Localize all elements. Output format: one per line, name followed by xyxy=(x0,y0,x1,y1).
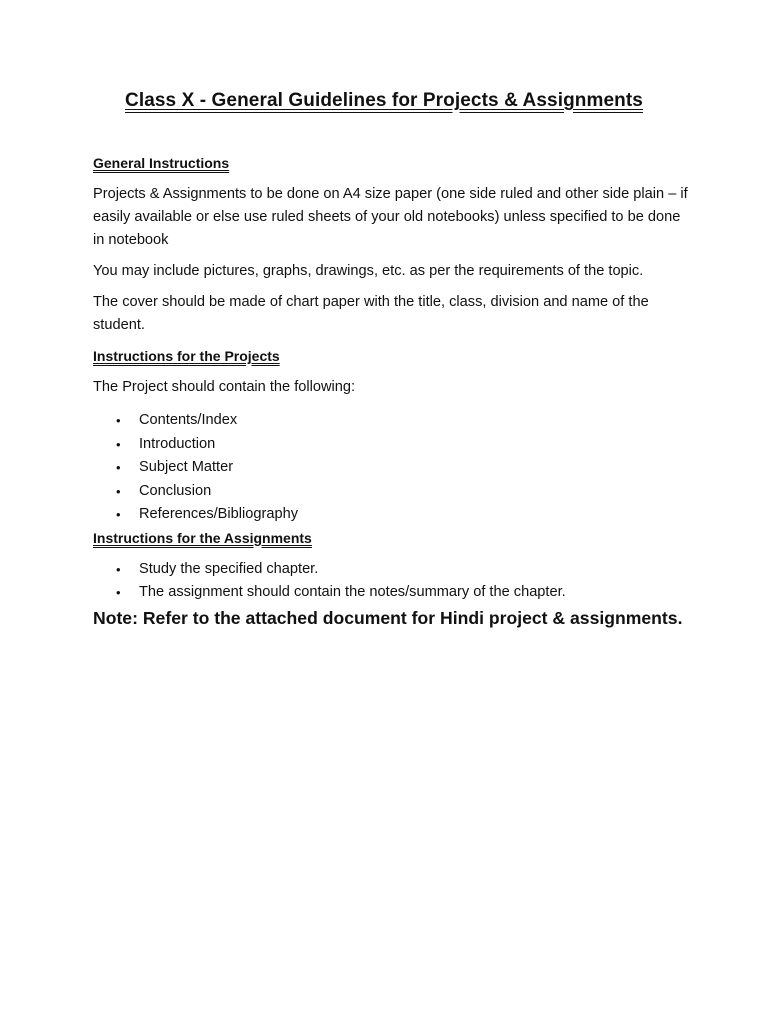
bullet-icon: • xyxy=(116,436,121,452)
bullet-icon: • xyxy=(116,507,121,522)
note-text: Note: Refer to the attached document for Hindi project & assignments. xyxy=(93,607,683,628)
bullet-icon: • xyxy=(116,585,121,600)
general-instructions-heading xyxy=(93,152,693,175)
list-item-text: Subject Matter xyxy=(139,459,234,475)
projects-heading-text: Instructions for the Projects xyxy=(93,348,280,364)
list-item-text: Study the specified chapter. xyxy=(139,560,319,577)
page-title-text: Class X - General Guidelines for Projects & Assignments xyxy=(125,90,643,111)
bullet-icon: • xyxy=(116,483,121,499)
assignments-list xyxy=(93,558,693,605)
list-item xyxy=(93,409,693,433)
list-item xyxy=(93,456,693,480)
bullet-icon: • xyxy=(116,561,121,577)
document-body xyxy=(93,152,693,632)
list-item xyxy=(93,503,693,527)
list-item xyxy=(93,581,693,605)
projects-intro: The Project should contain the following: xyxy=(93,379,356,395)
projects-heading xyxy=(93,345,693,368)
list-item-text: The assignment should contain the notes/summary of the chapter. xyxy=(139,584,566,600)
assignments-heading xyxy=(93,527,693,550)
list-item xyxy=(93,558,693,582)
bullet-icon: • xyxy=(116,413,121,428)
page-title xyxy=(0,88,768,114)
projects-list xyxy=(93,409,693,527)
list-item-text: Conclusion xyxy=(139,482,212,499)
list-item-text: Contents/Index xyxy=(139,412,238,428)
list-item xyxy=(93,480,693,504)
bullet-icon: • xyxy=(116,460,121,475)
general-instructions-heading-text: General Instructions xyxy=(93,155,230,171)
list-item-text: References/Bibliography xyxy=(139,506,298,522)
general-paragraph-3: The cover should be made of chart paper with the title, class, division and name of the student. xyxy=(93,294,649,333)
list-item xyxy=(93,433,693,457)
general-paragraph-1: Projects & Assignments to be done on A4 size paper (one side ruled and other side plain – if easily available or else use ruled sheets of your old notebooks) unless specified to be done in notebook xyxy=(93,186,688,248)
list-item-text: Introduction xyxy=(139,435,216,452)
assignments-heading-text: Instructions for the Assignments xyxy=(93,529,312,546)
general-paragraph-2: You may include pictures, graphs, drawings, etc. as per the requirements of the topic. xyxy=(93,263,644,279)
